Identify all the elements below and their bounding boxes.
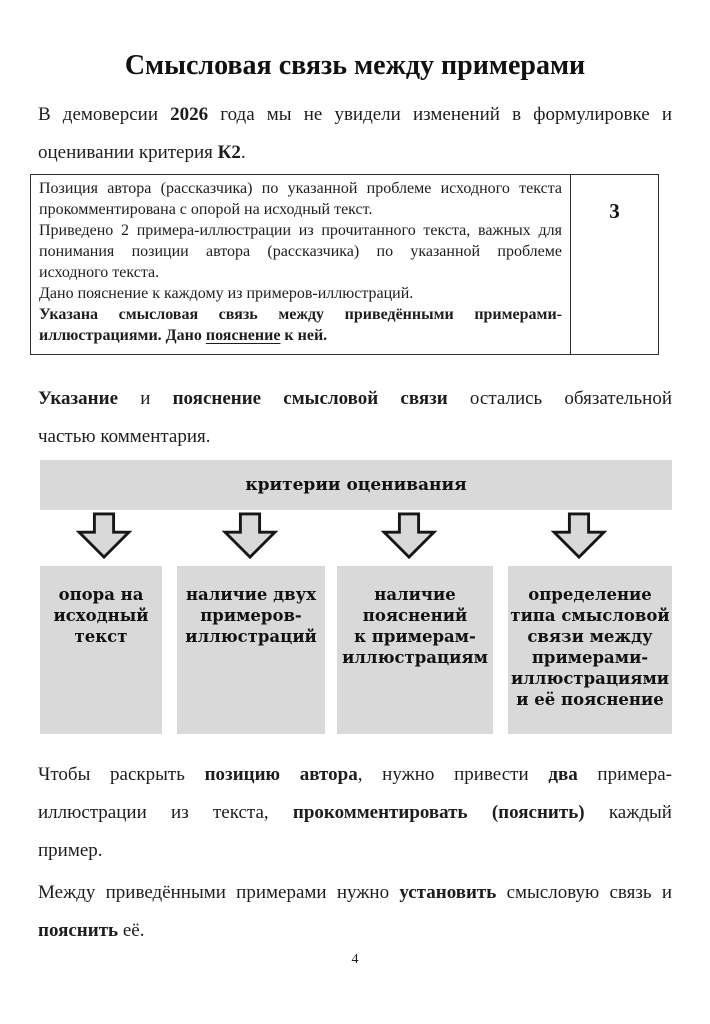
criterion-box-explanations: наличие пояснений к примерам- иллюстрациям (337, 566, 493, 734)
connection-paragraph: Между приведёнными примерами нужно установить смысловую связь и пояснить её. (38, 882, 672, 941)
diagram-header (40, 460, 672, 510)
score-value: 3 (609, 199, 620, 223)
criterion-box-source-text: опора на исходный текст (40, 566, 162, 734)
diagram-header-label: критерии оценивания (245, 475, 467, 495)
criteria-cell: Позиция автора (рассказчика) по указанной проблеме исходного текста прокомментирована с опорой на исходный текст. Приведено 2 примера-иллюстрации из прочитанного текста, важных для понимания позиции автора (рассказчика) по указанной проблеме исходного текста. Дано пояснение к каждому из примеров-иллюстраций. Указана смысловая связь между приведёнными примерами- иллюстрациями. Дано пояснение к ней. (31, 175, 571, 354)
intro-paragraph: В демоверсии 2026 года мы не увидели изменений в формулировке и оценивании критерия К2. (38, 104, 673, 163)
page-title: Смысловая связь между примерами (124, 50, 586, 81)
score-cell (571, 175, 658, 354)
down-arrow-icon (551, 512, 607, 560)
criterion-box-connection-type: определение типа смысловой связи между примерами- иллюстрациями и её пояснение (508, 566, 672, 734)
down-arrow-icon (76, 512, 132, 560)
down-arrow-icon (381, 512, 437, 560)
criterion-box-two-examples: наличие двух примеров- иллюстраций (177, 566, 325, 734)
page-number: 4 (351, 952, 359, 967)
down-arrow-icon (222, 512, 278, 560)
note-paragraph: Указание и пояснение смысловой связи остались обязательной частью комментария. (38, 388, 673, 447)
how-to-paragraph: Чтобы раскрыть позицию автора, нужно привести два примера- иллюстрации из текста, прокомментировать (пояснить) каждый пример. (38, 764, 672, 861)
criteria-table (30, 174, 659, 355)
